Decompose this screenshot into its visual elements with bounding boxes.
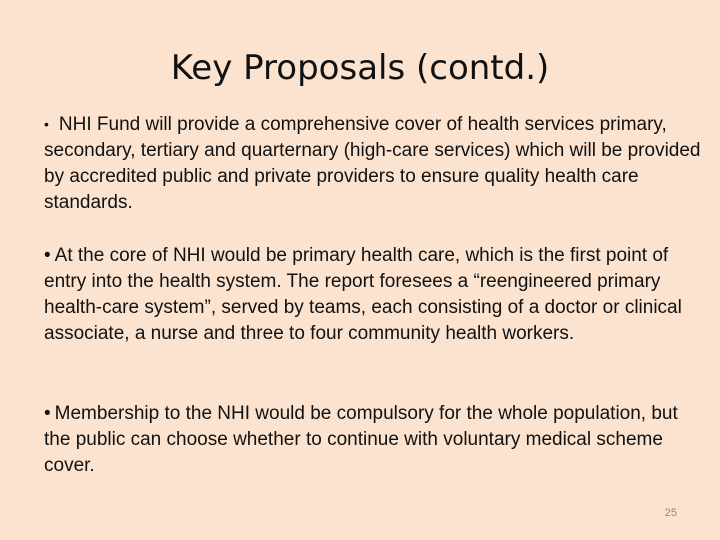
bullet-item-nhi-fund — [44, 111, 704, 216]
bullet-item-primary-health-care — [44, 243, 704, 347]
bullet-text: At the core of NHI would be primary health care, which is the first point of entry into the health system. The report foresees a “reengineered primary health-care system”, served by teams, each consisting of a doctor or clinical associate, a nurse and three to four community health workers. — [44, 245, 682, 344]
bullet-text: Membership to the NHI would be compulsory for the whole population, but the public can choose whether to continue with voluntary medical scheme cover. — [44, 403, 678, 476]
bullet-icon: • — [44, 403, 51, 424]
slide-title: Key Proposals (contd.) — [170, 48, 550, 88]
bullet-text: NHI Fund will provide a comprehensive cover of health services primary, secondary, tertiary and quarternary (high-care services) which will be provided by accredited public and private providers to ensure quality health care standards. — [44, 114, 701, 213]
bullet-icon: • — [44, 245, 51, 266]
page-number: 25 — [664, 507, 677, 519]
bullet-item-membership — [44, 401, 704, 479]
bullet-icon: • — [44, 116, 49, 132]
